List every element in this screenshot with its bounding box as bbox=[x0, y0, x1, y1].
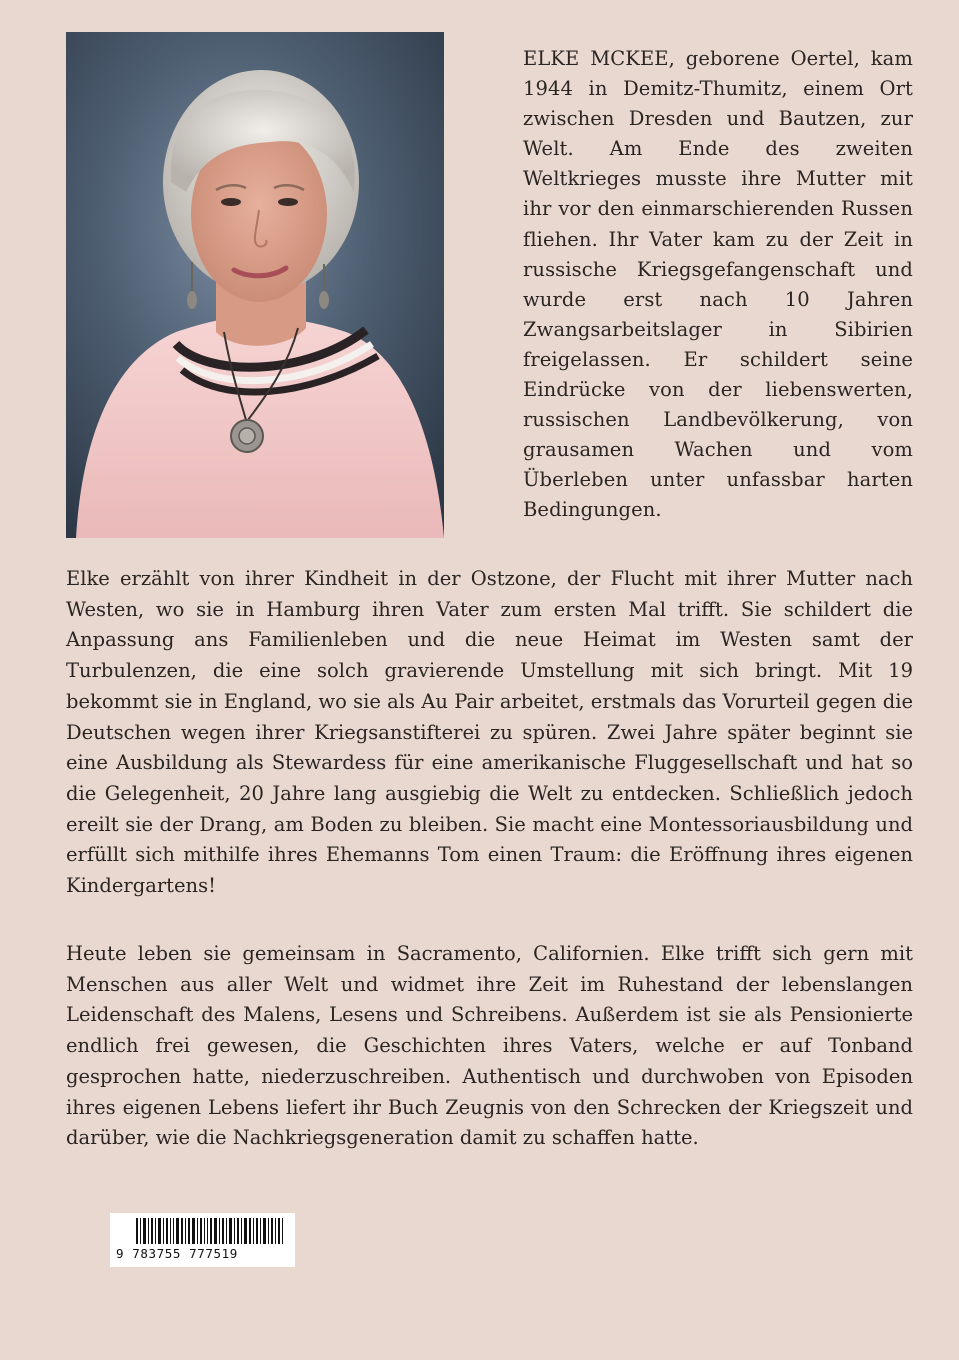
barcode-bars bbox=[136, 1218, 286, 1244]
author-portrait bbox=[66, 32, 444, 538]
bio-paragraph-today: Heute leben sie gemeinsam in Sacramento, Californien. Elke trifft sich gern mit Menschen aus aller Welt und widmet ihre Zeit im Ruhestand der lebenslangen Leidenschaft des Malens, Lesens und Schreibens. Außerdem ist sie als Pensionierte endlich frei gewesen, die Geschichten ihres Vaters, welche er auf Tonband gesprochen hatte, niederzuschreiben. Authentisch und durchwoben von Episoden ihres eigenen Lebens liefert ihr Buch Zeugnis von den Schrecken der Kriegszeit und darüber, wie die Nachkriegsgeneration damit zu schaffen hatte. bbox=[66, 942, 913, 1150]
portrait-illustration bbox=[66, 32, 444, 538]
isbn-number: 9 783755 777519 bbox=[116, 1246, 238, 1261]
author-bio-intro: ELKE MCKEE, geborene Oertel, kam 1944 in Demitz-Thumitz, einem Ort zwischen Dresden und Bautzen, zur Welt. Am Ende des zweiten Weltkrieges musste ihre Mutter mit ihr vor den einmarschierenden Russen fliehen. Ihr Vater kam zu der Zeit in russische Kriegsgefangenschaft und wurde erst nach 10 Jahren Zwangsarbeitslager in Sibirien freigelassen. Er schildert seine Eindrücke von der liebenswerten, russischen Landbevölkerung, von grausamen Wachen und vom Überleben unter unfassbar harten Bedingungen. bbox=[523, 47, 913, 522]
isbn-barcode bbox=[110, 1213, 295, 1267]
bio-paragraph-childhood: Elke erzählt von ihrer Kindheit in der Ostzone, der Flucht mit ihrer Mutter nach Westen, wo sie in Hamburg ihren Vater zum ersten Mal trifft. Sie schildert die Anpassung ans Familienleben und die neue Heimat im Westen samt der Turbulenzen, die eine solch gravierende Umstellung mit sich bringt. Mit 19 bekommt sie in England, wo sie als Au Pair arbeitet, erstmals das Vorurteil gegen die Deutschen wegen ihrer Kriegsanstifterei zu spüren. Zwei Jahre später beginnt sie eine Ausbildung als Stewardess für eine amerikanische Fluggesellschaft und hat so die Gelegenheit, 20 Jahre lang ausgiebig die Welt zu entdecken. Schließlich jedoch ereilt sie der Drang, am Boden zu bleiben. Sie macht eine Montessoriausbildung und erfüllt sich mithilfe ihres Ehemanns Tom einen Traum: die Eröffnung ihres eigenen Kindergartens! bbox=[66, 567, 913, 898]
